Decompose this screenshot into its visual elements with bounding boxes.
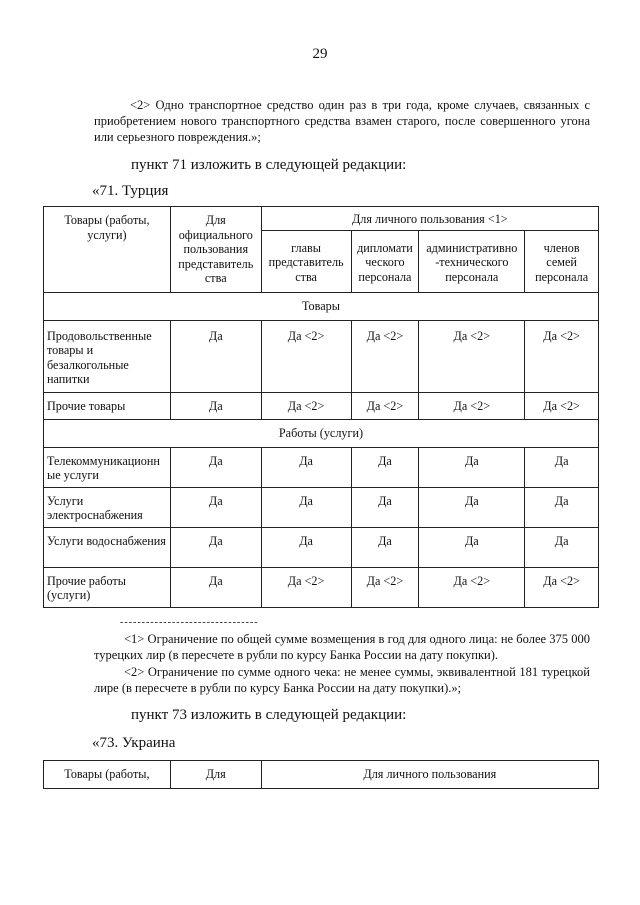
header-personal: Для личного пользования <1> (261, 207, 598, 231)
row-name: Телекоммуникационн ые услуги (44, 447, 171, 487)
cell: Да <2> (261, 320, 351, 392)
table-row (44, 567, 599, 607)
row-name: Прочие работы (услуги) (44, 567, 171, 607)
cell: Да (170, 527, 261, 567)
cell: Да (170, 447, 261, 487)
cell: Да <2> (525, 392, 599, 419)
table-row (44, 392, 599, 419)
header-personal: Для личного пользования (261, 761, 598, 789)
header-diplomatic: дипломати ческого персонала (351, 230, 419, 292)
table-row (44, 320, 599, 392)
title-73: «73. Украина (92, 735, 176, 751)
table-row (44, 487, 599, 527)
cell: Да (170, 487, 261, 527)
cell: Да (170, 567, 261, 607)
cell: Да (261, 447, 351, 487)
title-71: «71. Турция (92, 183, 169, 199)
row-name: Продовольственные товары и безалкогольные напитки (44, 320, 171, 392)
header-family: членов семей персонала (525, 230, 599, 292)
cell: Да <2> (525, 320, 599, 392)
cell: Да (419, 527, 525, 567)
cell: Да (170, 392, 261, 419)
cell: Да <2> (351, 320, 419, 392)
table-row (44, 447, 599, 487)
footnote-1: <1> Ограничение по общей сумме возмещения в год для одного лица: не более 375 000 турецких лир (в пересчете в рубли по курсу Банка России на дату покупки). (94, 632, 590, 662)
row-name: Услуги электроснабжения (44, 487, 171, 527)
header-goods: Товары (работы, (44, 761, 171, 789)
cell: Да (525, 447, 599, 487)
cell: Да <2> (419, 567, 525, 607)
section-works: Работы (услуги) (44, 419, 599, 447)
instruction-73: пункт 73 изложить в следующей редакции: (131, 707, 407, 723)
table-turkey (43, 206, 599, 608)
cell: Да <2> (419, 320, 525, 392)
header-official: Для официального пользования представитель ства (170, 207, 261, 293)
header-goods: Товары (работы, услуги) (44, 207, 171, 293)
cell: Да (351, 447, 419, 487)
table-row (44, 527, 599, 567)
intro-footnote: <2> Одно транспортное средство один раз в три года, кроме случаев, связанных с приобретением нового транспортного средства взамен старого, после совершенного угона или серьезного повреждения.»; (94, 98, 590, 144)
cell: Да (525, 527, 599, 567)
footnote-separator: -------------------------------- (120, 617, 259, 628)
cell: Да <2> (525, 567, 599, 607)
instruction-71: пункт 71 изложить в следующей редакции: (131, 157, 407, 173)
cell: Да <2> (261, 567, 351, 607)
cell: Да (261, 487, 351, 527)
cell: Да <2> (351, 567, 419, 607)
header-admin: административно -технического персонала (419, 230, 525, 292)
cell: Да (419, 447, 525, 487)
row-name: Услуги водоснабжения (44, 527, 171, 567)
cell: Да <2> (261, 392, 351, 419)
cell: Да <2> (351, 392, 419, 419)
cell: Да <2> (419, 392, 525, 419)
cell: Да (351, 487, 419, 527)
cell: Да (351, 527, 419, 567)
table-ukraine (43, 760, 599, 789)
cell: Да (525, 487, 599, 527)
header-official: Для (170, 761, 261, 789)
header-heads: главы представитель ства (261, 230, 351, 292)
footnote-2: <2> Ограничение по сумме одного чека: не менее суммы, эквивалентной 181 турецкой лире (в пересчете в рубли по курсу Банка России на дату покупки).»; (94, 665, 590, 695)
cell: Да (170, 320, 261, 392)
cell: Да (419, 487, 525, 527)
row-name: Прочие товары (44, 392, 171, 419)
cell: Да (261, 527, 351, 567)
page-number: 29 (312, 46, 328, 62)
section-goods: Товары (44, 292, 599, 320)
